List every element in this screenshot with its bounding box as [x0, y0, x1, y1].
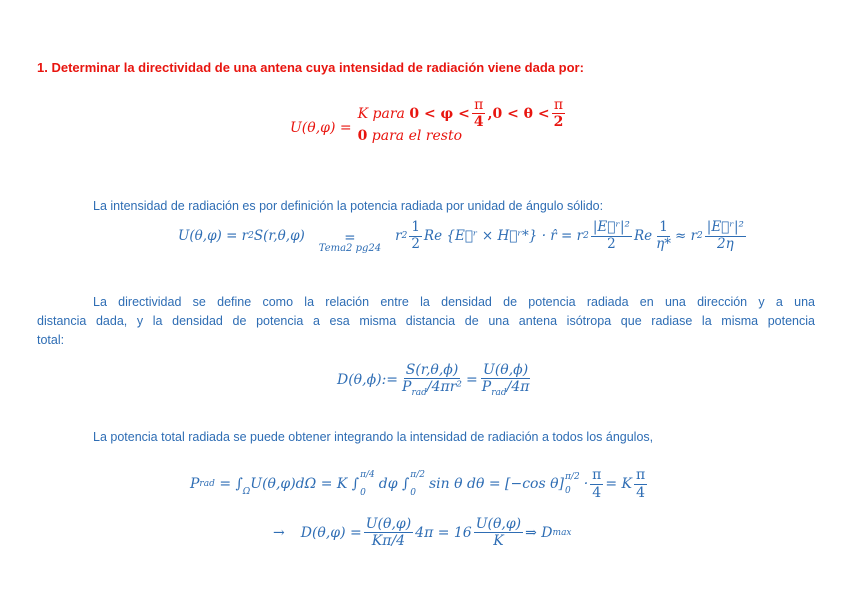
eq4-frac2: $\frac{U(\theta,\varphi)}{K}$ — [475, 516, 522, 550]
equation-u-definition — [290, 97, 567, 144]
eq1-eta: $\frac{1}{\eta*}$ — [656, 219, 671, 252]
eq2-frac1: $\frac{S(r,\theta,\phi)}{P_{rad}/4\pi r^2}$ — [402, 362, 463, 398]
eq2-eq: = — [466, 372, 478, 389]
eq3-int2-limits: π/2 0 — [410, 470, 425, 498]
arrow-icon: → — [273, 524, 285, 541]
case1-value: K — [357, 105, 369, 122]
eq4-mid: 4π = 16 — [415, 524, 472, 541]
eq1-approx: ≈ r — [674, 228, 698, 245]
eq3-frac1: $\frac{\pi}{4}$ — [592, 467, 602, 501]
eq3-int1-limits: π/4 0 — [360, 470, 375, 498]
equation-d-result: → D(θ,φ) = $\frac{U(\theta,\varphi)}{K\pi/4}$ 4π = 16 $\frac{U(\theta,\varphi)}{K}$ ⇒ D max — [273, 516, 572, 550]
eq3-frac2: $\frac{\pi}{4}$ — [635, 467, 646, 501]
equation-intensity: U(θ,φ) = r 2 S(r,θ,φ) = Tema2 pg24 r 2 $\frac{1}{2}$ Re {E⃗ʳ × H⃗ʳ*} · r̂ = r 2 $\frac{\text{|E⃗ʳ|²}}{2}$ Re $\frac{1}{\eta*}$ ≈ r 2 $\frac{\text{|E⃗ʳ|²}}{2\eta}$ — [178, 219, 744, 255]
problem-number: 1. — [37, 60, 48, 75]
equation-directivity — [337, 362, 533, 398]
paragraph-total-power: La potencia total radiada se puede obtener integrando la intensidad de radiación a todos los ángulos, — [93, 430, 654, 444]
eq1-b: S(r,θ,φ) — [253, 228, 305, 245]
eq4-frac1: $\frac{U(\theta,\varphi)}{K\pi/4}$ — [365, 516, 412, 550]
case1-cond-b: ,0 < θ < — [487, 105, 550, 122]
case1-text: para — [372, 105, 405, 122]
case2-text: para el resto — [371, 128, 463, 145]
eq4-end: ⇒ D — [525, 524, 553, 541]
eq3-b: U(θ,φ)dΩ = K ∫ — [250, 476, 360, 492]
case1-frac: $\frac{\pi}{4}$ — [473, 97, 484, 131]
paragraph2-line3: total: — [37, 333, 65, 347]
eq1-a: U(θ,φ) = r — [178, 228, 249, 245]
eq2-frac2: $\frac{U(\theta,\phi)}{P_{rad}/4\pi}$ — [481, 362, 530, 398]
problem-text: Determinar la directividad de una antena cuya intensidad de radiación viene dada por: — [51, 60, 584, 75]
eq1-half: $\frac{1}{2}$ — [411, 219, 420, 252]
eq1-eq-note: = Tema2 pg24 — [318, 230, 382, 255]
paragraph2-line2: distancia dada, y la densidad de potencia a esa misma distancia de una antena isótropa que radiase la misma potencia — [37, 314, 815, 328]
case1-frac2: $\frac{\pi}{2}$ — [553, 97, 564, 131]
eq1-re2: Re — [633, 228, 653, 245]
equation-prad: P rad = ∫ $_\Omega$ U(θ,φ)dΩ = K ∫ π/4 0 dφ ∫ π/2 0 sin θ dθ = [−cos θ] π/2 0 · $\frac{\pi}{4}$ = K $\frac{\pi}{4}$ — [190, 467, 646, 501]
eq-u-lhs: U(θ,φ) = — [290, 119, 352, 136]
eq3-e: · — [583, 476, 589, 492]
eq1-c: r — [395, 228, 402, 245]
problem-statement — [37, 60, 584, 75]
eq2-lhs: D(θ,ϕ):= — [337, 372, 399, 389]
eq3-bracket-limits: π/2 0 — [565, 472, 580, 496]
eq1-frac: $\frac{\text{|E⃗ʳ|²}}{2}$ — [592, 219, 630, 252]
case1-cond-a: 0 < φ < — [409, 105, 470, 122]
case2-value: 0 — [357, 128, 368, 145]
eq4-lhs: D(θ,φ) = — [300, 524, 362, 541]
eq3-lhs: P — [190, 476, 200, 492]
eq1-cross: {E⃗ʳ × H⃗ʳ*} · r̂ = r — [446, 228, 584, 245]
eq1-frac3: $\frac{\text{|E⃗ʳ|²}}{2\eta}$ — [706, 219, 744, 252]
eq3-c: dφ ∫ — [378, 476, 410, 492]
paragraph-directivity-definition — [37, 293, 815, 350]
paragraph2-line1: La directividad se define como la relación entre la densidad de potencia radiada en una dirección y a una — [93, 295, 815, 309]
eq3-a: = ∫ — [219, 476, 243, 492]
eq3-d: sin θ dθ = [−cos θ] — [428, 476, 564, 492]
eq3-g: = K — [605, 476, 632, 492]
paragraph-intensity-definition: La intensidad de radiación es por definición la potencia radiada por unidad de ángulo sólido: — [93, 199, 604, 213]
eq1-re: Re — [423, 228, 443, 245]
